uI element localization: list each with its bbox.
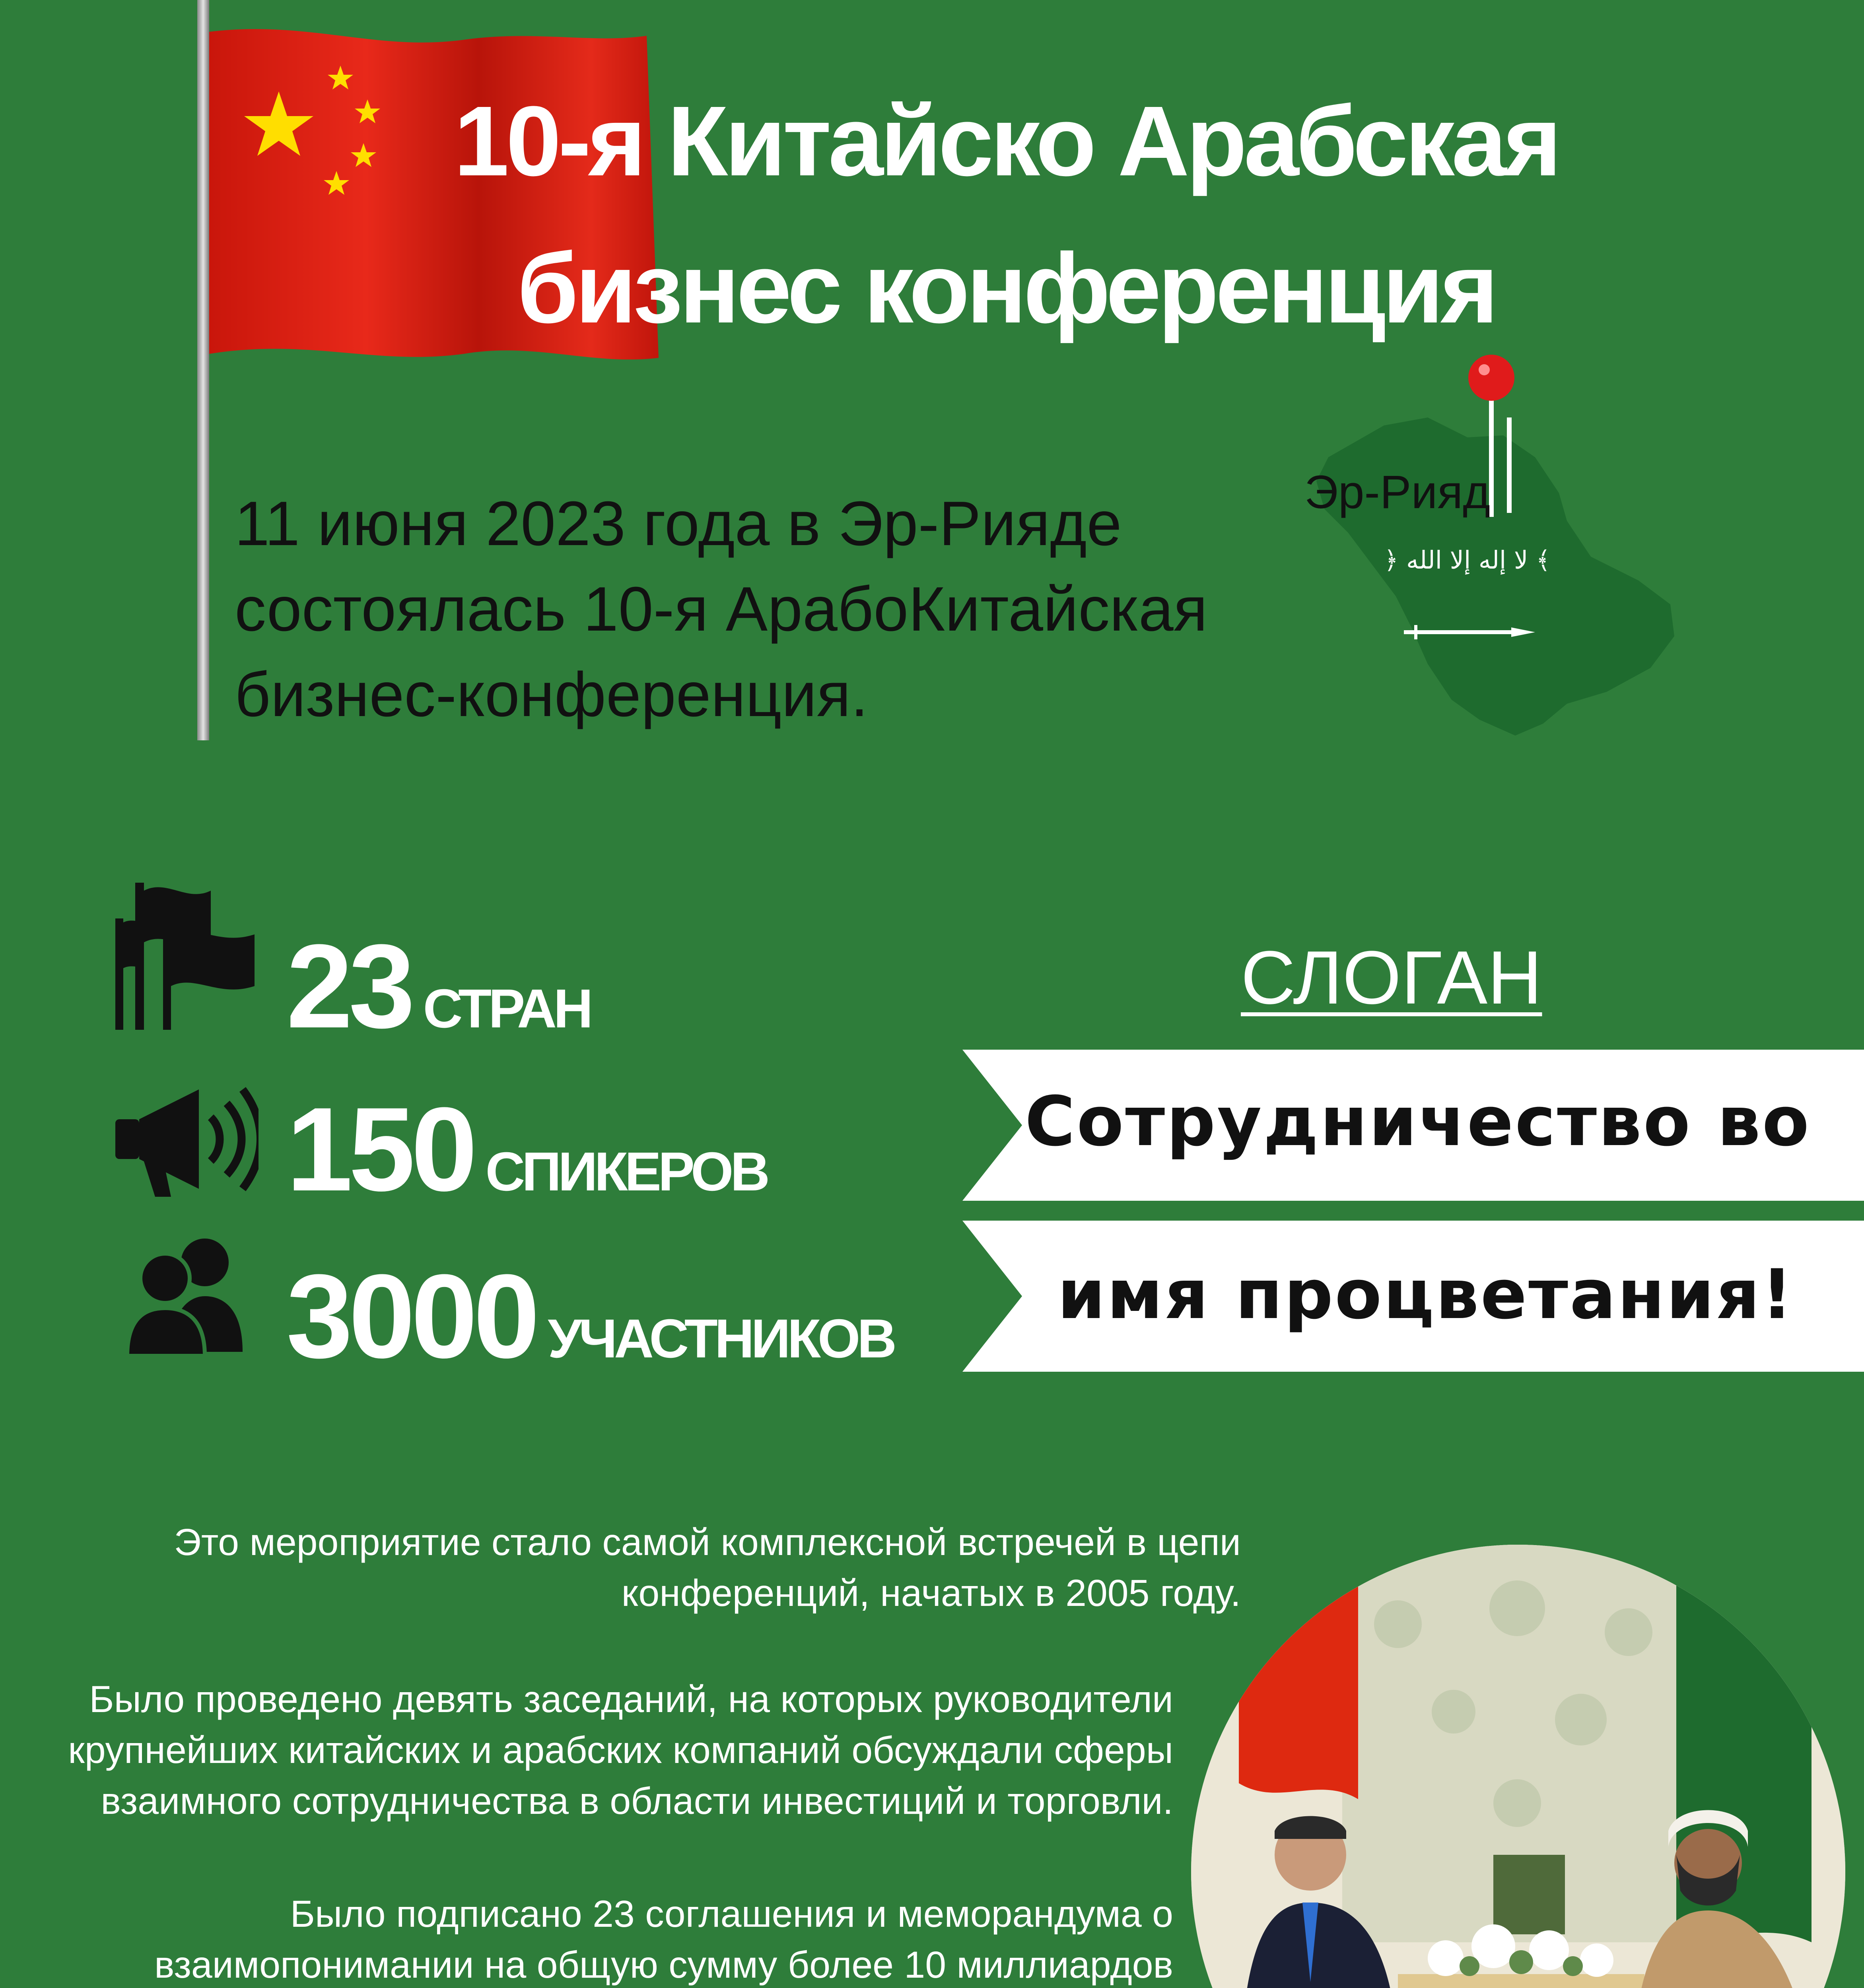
title-line-2: бизнес конференция [517, 233, 1495, 344]
paragraph-line: Было проведено девять заседаний, на которых руководители [89, 1678, 1173, 1720]
city-label: Эр-Рияд [1304, 466, 1491, 518]
slogan-line-1: Сотрудничество во [1025, 1081, 1811, 1161]
slogan-heading: СЛОГАН [1241, 936, 1542, 1020]
slogan-line-2: имя процветания! [1057, 1254, 1794, 1334]
paragraph-line: взаимопонимании на общую сумму более 10 миллиардов [154, 1944, 1173, 1986]
paragraph-line: взаимного сотрудничества в области инвестиций и торговли. [101, 1780, 1173, 1822]
meeting-illustration [1191, 1545, 1845, 1988]
stat-number: 150 [286, 1082, 474, 1216]
svg-text:﴿ لا إله إلا الله ﴾: ﴿ لا إله إلا الله ﴾ [1384, 546, 1551, 575]
people-icon [127, 1233, 247, 1356]
intro-line-2: состоялась 10-я АрабоКитайская [235, 574, 1208, 644]
stat-unit: УЧАСТНИКОВ [548, 1308, 894, 1369]
paragraph-2 [0, 1674, 1173, 1827]
intro-line-1: 11 июня 2023 года в Эр-Рияде [235, 489, 1122, 559]
paragraph-line: крупнейших китайских и арабских компаний обсуждали сферы [68, 1729, 1173, 1771]
flags-icon [115, 875, 259, 1034]
title-line-1: 10-я Китайско Арабская [454, 85, 1559, 196]
paragraph-1 [0, 1517, 1241, 1619]
intro-line-3: бизнес-конференция. [235, 660, 869, 730]
stat-unit: СПИКЕРОВ [485, 1141, 767, 1202]
stat-participants [286, 1249, 894, 1383]
meeting-photo [1191, 1545, 1845, 1988]
stat-unit: СТРАН [423, 978, 590, 1039]
paragraph-line: Было подписано 23 соглашения и меморандума о [290, 1893, 1173, 1935]
stat-number: 3000 [286, 1249, 536, 1383]
intro-text [235, 481, 1308, 738]
megaphone-icon [115, 1081, 259, 1201]
page-title [390, 68, 1623, 362]
paragraph-line: конференций, начатых в 2005 году. [621, 1572, 1241, 1614]
stat-speakers [286, 1082, 767, 1216]
paragraph-3 [0, 1889, 1173, 1988]
paragraph-line: Это мероприятие стало самой комплексной встречей в цепи [174, 1521, 1241, 1563]
stat-number: 23 [286, 919, 411, 1053]
stat-countries [286, 919, 590, 1053]
flag-pole [197, 0, 209, 740]
